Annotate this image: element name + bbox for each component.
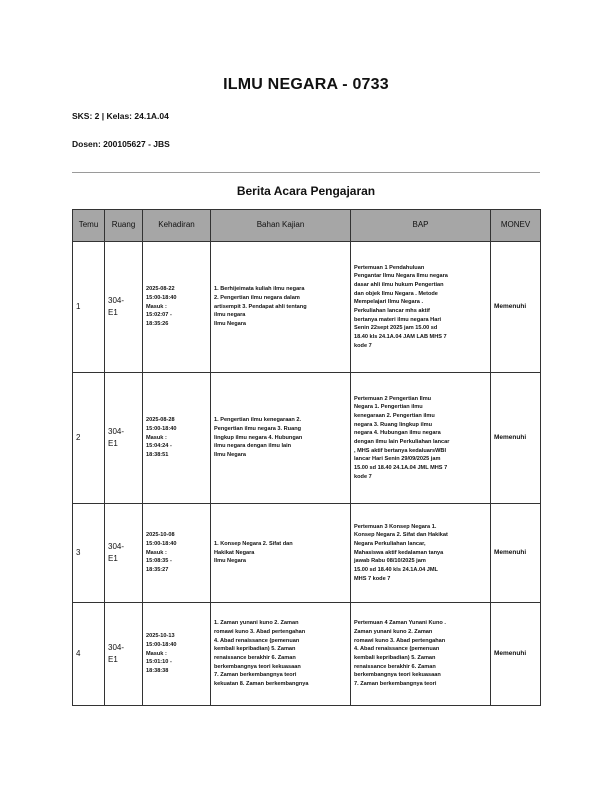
cell-bahan-kajian: 1. Konsep Negara 2. Sifat dan Hakikat Negara Ilmu Negara xyxy=(211,504,351,603)
header-ruang: Ruang xyxy=(105,210,143,242)
table-header-row xyxy=(73,210,541,242)
cell-bahan-kajian: 1. Pengertian ilmu kenegaraan 2. Pengertian ilmu negara 3. Ruang lingkup ilmu negara 4. Hubungan ilmu negara dengan ilmu lain Ilmu Negara xyxy=(211,373,351,504)
cell-monev: Memenuhi xyxy=(491,242,541,373)
header-kehadiran: Kehadiran xyxy=(143,210,211,242)
cell-temu: 3 xyxy=(73,504,105,603)
cell-ruang: 304- E1 xyxy=(105,373,143,504)
table-row xyxy=(73,373,541,504)
cell-monev: Memenuhi xyxy=(491,603,541,706)
table-row xyxy=(73,242,541,373)
table-row xyxy=(73,603,541,706)
cell-temu: 2 xyxy=(73,373,105,504)
cell-bahan-kajian: 1. Zaman yunani kuno 2. Zaman romawi kuno 3. Abad pertengahan 4. Abad renaissance (pemenuan kembali kepribadian) 5. Zaman renaissance berakhir 6. Zaman berkembangnya teori kekuasaan 7. Zaman berkembangnya teori kekuatan 8. Zaman berkembangnya xyxy=(214,620,309,687)
page-title: ILMU NEGARA - 0733 xyxy=(223,76,389,93)
cell-temu: 1 xyxy=(73,242,105,373)
cell-bap-wrap xyxy=(351,603,491,706)
cell-bahan-kajian-wrap xyxy=(211,603,351,706)
course-meta: SKS: 2 | Kelas: 24.1A.04 xyxy=(72,111,169,121)
header-bap: BAP xyxy=(351,210,491,242)
header-bahan-kajian: Bahan Kajian xyxy=(211,210,351,242)
cell-bap: Pertemuan 2 Pengertian Ilmu Negara 1. Pengertian ilmu kenegaraan 2. Pengertian ilmu negara 3. Ruang lingkup ilmu negara 4. Hubungan ilmu negara dengan ilmu lain Perkuliahan lancar , MHS aktif bertanya kedaluarsWBI lancar Hari Senin 29/09/2025 jam 15.00 sd 18.40 24.1A.04 JML MHS 7 kode 7 xyxy=(351,373,491,504)
cell-bap: Pertemuan 3 Konsep Negara 1. Konsep Negara 2. Sifat dan Hakikat Negara Perkuliahan lancar, Mahasiswa aktif kedalaman tanya jawab Rabu 08/10/2025 jam 15.00 sd 18.40 kls 24.1A.04 JML MHS 7 kode 7 xyxy=(351,504,491,603)
cell-monev: Memenuhi xyxy=(491,373,541,504)
lecturer-meta: Dosen: 200105627 - JBS xyxy=(72,139,170,149)
cell-kehadiran: 2025-08-22 15:00-18:40 Masuk : 15:02:07 - 18:35:26 xyxy=(143,242,211,373)
cell-ruang: 304- E1 xyxy=(105,603,143,706)
cell-temu: 4 xyxy=(73,603,105,706)
section-title: Berita Acara Pengajaran xyxy=(236,184,376,198)
table-row xyxy=(73,504,541,603)
cell-kehadiran: 2025-10-08 15:00-18:40 Masuk : 15:08:35 - 18:35:27 xyxy=(143,504,211,603)
header-monev: MONEV xyxy=(491,210,541,242)
cell-bap: Pertemuan 1 Pendahuluan Pengantar Ilmu Negara Ilmu negara dasar ahli ilmu hukum Pengertian dan objek Ilmu Negara . Metode Mempelajari Ilmu Negara . Perkuliahan lancar mhs aktif bertanya materi ilmu negara Hari Senin 22sept 2025 jam 15.00 sd 18.40 kls 24.1A.04 JAM LAB MHS 7 kode 7 xyxy=(351,242,491,373)
bap-table xyxy=(72,209,541,706)
cell-kehadiran: 2025-10-13 15:00-18:40 Masuk : 15:01:10 - 18:38:38 xyxy=(143,603,211,706)
cell-bahan-kajian: 1. Berhijeimata kuliah ilmu negara 2. Pengertian ilmu negara dalam artisempit 3. Pendapat ahli tentang ilmu negara Ilmu Negara xyxy=(211,242,351,373)
cell-ruang: 304- E1 xyxy=(105,242,143,373)
cell-monev: Memenuhi xyxy=(491,504,541,603)
cell-kehadiran: 2025-08-28 15:00-18:40 Masuk : 15:04:24 - 18:38:51 xyxy=(143,373,211,504)
cell-bap: Pertemuan 4 Zaman Yunani Kuno . Zaman yunani kuno 2. Zaman romawi kuno 3. Abad pertengahan 4. Abad renaissance (pemenuan kembali kepribadian) 5. Zaman renaissance berakhir 6. Zaman berkembangnya teori kekuasaan 7. Zaman berkembangnya teori xyxy=(354,620,446,687)
divider xyxy=(72,172,540,173)
cell-ruang: 304- E1 xyxy=(105,504,143,603)
header-temu: Temu xyxy=(73,210,105,242)
